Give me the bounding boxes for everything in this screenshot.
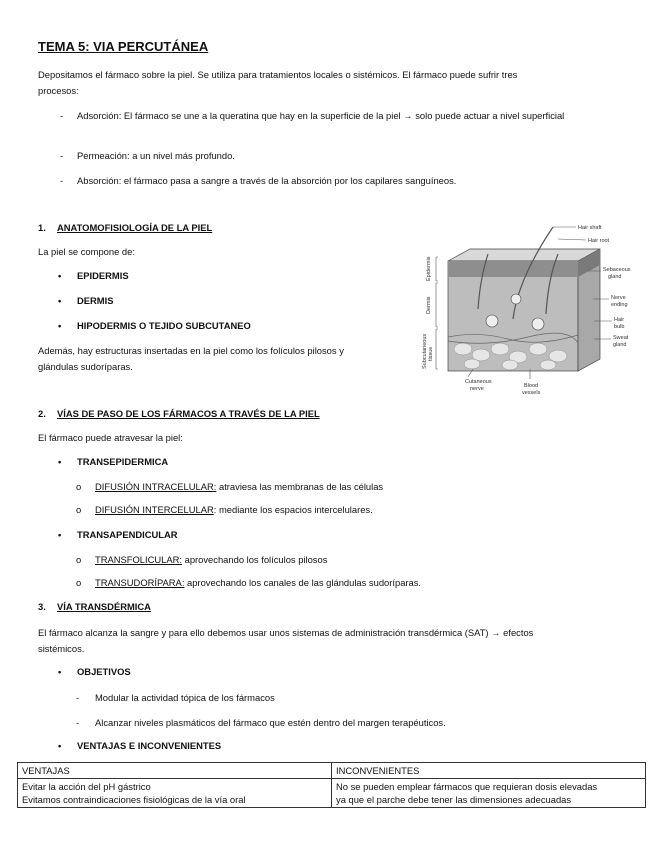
section-heading	[38, 601, 151, 612]
bullet-marker: •	[58, 270, 62, 281]
intro-line: procesos:	[38, 85, 79, 96]
figure-label: vessels	[522, 390, 541, 396]
table-cell	[18, 779, 332, 808]
bullet-marker: •	[58, 456, 62, 467]
dash-marker: -	[60, 175, 64, 186]
table-header: INCONVENIENTES	[332, 763, 646, 779]
term-desc: : mediante los espacios intercelulares.	[213, 504, 373, 515]
term: DIFUSIÓN INTRACELULAR:	[95, 481, 217, 492]
list-item	[76, 481, 383, 492]
term-desc: aprovechando los folículos pilosos	[182, 554, 328, 565]
figure-label: nerve	[470, 386, 484, 392]
paragraph: La piel se compone de:	[38, 246, 135, 257]
bullet-marker: •	[58, 740, 62, 751]
process-adsorcion: Adsorción: El fármaco se une a la queratina que hay en la superficie de la piel → solo puede actuar a nivel superficial	[77, 110, 565, 121]
bullet-marker: •	[58, 320, 62, 331]
figure-label: Nerve	[611, 295, 626, 301]
list-item	[58, 270, 129, 281]
table-header: VENTAJAS	[18, 763, 332, 779]
figure-label: ending	[611, 302, 628, 308]
objectives-label: OBJETIVOS	[77, 666, 131, 677]
paragraph	[38, 625, 533, 657]
paragraph	[38, 343, 344, 375]
list-item	[60, 148, 620, 163]
figure-label: Hair root	[588, 238, 610, 244]
dash-marker: -	[76, 717, 80, 728]
list-item	[58, 456, 168, 467]
dash-marker: -	[60, 150, 64, 161]
list-item	[60, 173, 620, 188]
route-transapendicular: TRANSAPENDICULAR	[77, 529, 178, 540]
term: TRANSFOLICULAR:	[95, 554, 182, 565]
section-title: VÍAS DE PASO DE LOS FÁRMACOS A TRAVÉS DE LA PIEL	[57, 408, 320, 419]
figure-label: Sweat	[613, 335, 629, 341]
paragraph-line: Además, hay estructuras insertadas en la piel como los folículos pilosos y	[38, 345, 344, 356]
section-heading	[38, 222, 212, 233]
pros-cons-table	[17, 762, 646, 808]
list-item	[76, 554, 327, 565]
objective: Alcanzar niveles plasmáticos del fármaco que estén dentro del margen terapéuticos.	[95, 717, 446, 728]
figure-label: Cutaneous	[465, 379, 492, 385]
layer-dermis: DERMIS	[77, 295, 114, 306]
objective: Modular la actividad tópica de los fármacos	[95, 692, 275, 703]
process-absorcion: Absorción: el fármaco pasa a sangre a través de la absorción por los capilares sanguíneos.	[77, 175, 457, 186]
figure-label: Hair	[614, 317, 625, 323]
layer-hipodermis: HIPODERMIS O TEJIDO SUBCUTANEO	[77, 320, 251, 331]
paragraph-line: El fármaco alcanza la sangre y para ello debemos usar unos sistemas de administración transdérmica (SAT) → efectos	[38, 627, 534, 638]
figure-label: Hair shaft	[578, 225, 602, 231]
section-title: VÍA TRANSDÉRMICA	[57, 601, 151, 612]
circle-marker: o	[76, 504, 82, 515]
table-row	[18, 779, 646, 808]
paragraph-line: glándulas sudoríparas.	[38, 361, 133, 372]
paragraph-line: sistémicos.	[38, 643, 85, 654]
figure-label: Blood	[524, 383, 539, 389]
section-number: 3.	[38, 601, 46, 612]
figure-label: Epidermis	[426, 256, 432, 281]
list-item	[76, 715, 636, 730]
list-item	[60, 108, 620, 123]
list-item	[76, 690, 636, 705]
section-number: 1.	[38, 222, 46, 233]
cell-line: No se pueden emplear fármacos que requieran dosis elevadas	[336, 781, 598, 792]
list-item	[76, 577, 421, 588]
skin-diagram	[418, 219, 636, 397]
section-number: 2.	[38, 408, 46, 419]
intro-line: Depositamos el fármaco sobre la piel. Se utiliza para tratamientos locales o sistémicos. El fármaco puede sufrir tres	[38, 69, 518, 80]
cell-line: Evitar la acción del pH gástrico	[22, 781, 151, 792]
bullet-marker: •	[58, 666, 62, 677]
page-title: TEMA 5: VIA PERCUTÁNEA	[38, 39, 209, 54]
section-heading	[38, 408, 320, 419]
list-item	[58, 529, 178, 540]
process-permeacion: Permeación: a un nivel más profundo.	[77, 150, 235, 161]
figure-label: tissue	[428, 346, 434, 361]
intro-paragraph	[38, 67, 517, 99]
dash-marker: -	[60, 110, 64, 121]
bullet-marker: •	[58, 529, 62, 540]
pros-cons-label: VENTAJAS E INCONVENIENTES	[77, 740, 222, 751]
section-title: ANATOMOFISIOLOGÍA DE LA PIEL	[57, 222, 213, 233]
figure-label: Sebaceous	[603, 267, 631, 273]
term-desc: atraviesa las membranas de las células	[216, 481, 384, 492]
term-desc: aprovechando los canales de las glándulas sudoríparas.	[184, 577, 422, 588]
list-item	[58, 666, 131, 677]
term: DIFUSIÓN INTERCELULAR	[95, 504, 214, 515]
figure-label: gland	[613, 342, 627, 348]
figure-label: Dermis	[426, 296, 432, 314]
table-row	[18, 763, 646, 779]
list-item	[58, 740, 221, 751]
circle-marker: o	[76, 481, 82, 492]
list-item	[58, 320, 251, 331]
route-transepidermica: TRANSEPIDERMICA	[77, 456, 169, 467]
table-cell	[332, 779, 646, 808]
cell-line: Evitamos contraindicaciones fisiológicas de la vía oral	[22, 794, 246, 805]
list-item	[58, 295, 113, 306]
term: TRANSUDORÍPARA:	[95, 577, 185, 588]
figure-label: bulb	[614, 324, 625, 330]
layer-epidermis: EPIDERMIS	[77, 270, 129, 281]
figure-label: gland	[608, 274, 622, 280]
list-item	[76, 504, 373, 515]
dash-marker: -	[76, 692, 80, 703]
circle-marker: o	[76, 554, 82, 565]
figure-label: Subcutaneous	[422, 333, 428, 369]
circle-marker: o	[76, 577, 82, 588]
cell-line: ya que el parche debe tener las dimensiones adecuadas	[336, 794, 572, 805]
bullet-marker: •	[58, 295, 62, 306]
paragraph: El fármaco puede atravesar la piel:	[38, 432, 183, 443]
